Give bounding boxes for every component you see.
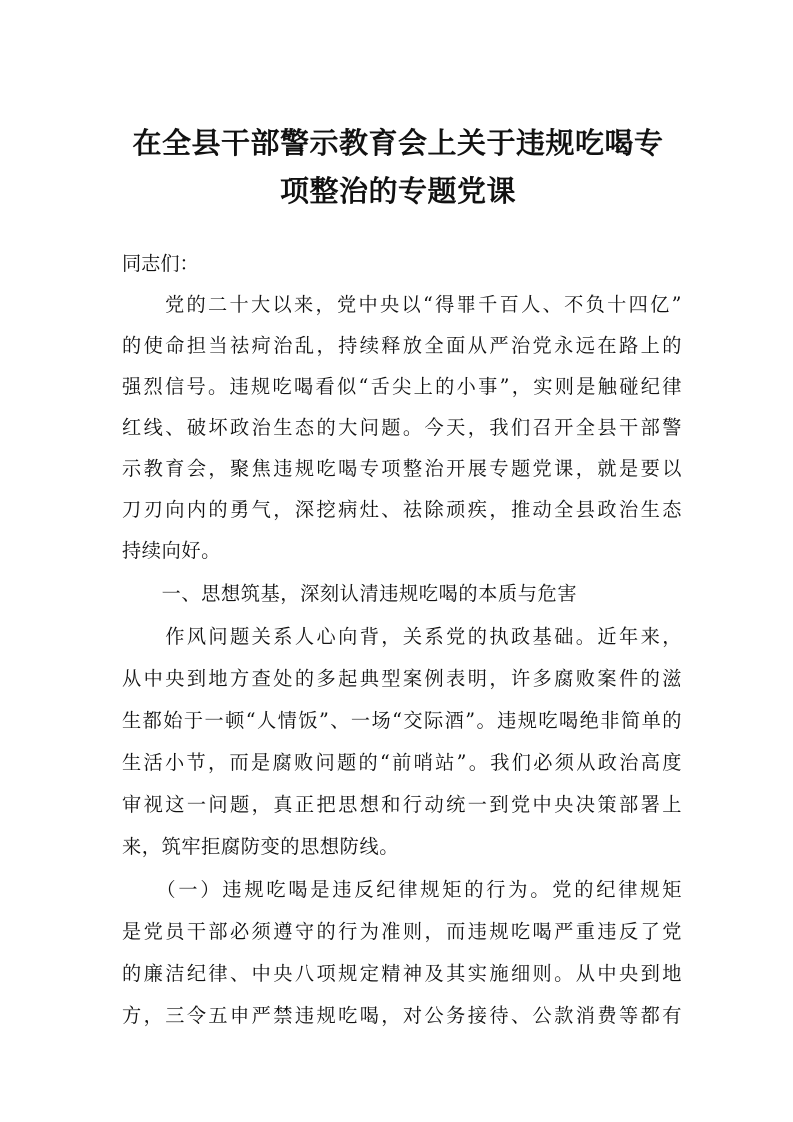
salutation: 同志们： xyxy=(122,252,199,275)
body-line: 来，筑牢拒腐防变的思想防线。 xyxy=(122,835,400,858)
body-line: 是党员干部必须遵守的行为准则，而违规吃喝严重违反了党 xyxy=(122,920,682,943)
body-line: 强烈信号。违规吃喝看似“舌尖上的小事”，实则是触碰纪律 xyxy=(122,375,682,398)
body-line: 从中央到地方查处的多起典型案例表明，许多腐败案件的滋 xyxy=(122,667,682,690)
body-line: 的廉洁纪律、中央八项规定精神及其实施细则。从中央到地 xyxy=(122,962,682,985)
body-line: 持续向好。 xyxy=(122,539,221,562)
body-line: 刀刃向内的勇气，深挖病灶、祛除顽疾，推动全县政治生态 xyxy=(122,498,682,521)
body-line: 作风问题关系人心向背，关系党的执政基础。近年来， xyxy=(122,625,682,648)
body-line: 的使命担当祛疴治乱，持续释放全面从严治党永远在路上的 xyxy=(122,334,682,357)
body-line: 党的二十大以来，党中央以“得罪千百人、不负十四亿” xyxy=(122,293,682,316)
body-line: 生活小节，而是腐败问题的“前哨站”。我们必须从政治高度 xyxy=(122,751,682,774)
document-title-line-2: 项整治的专题党课 xyxy=(279,174,516,208)
body-line: 审视这一问题，真正把思想和行动统一到党中央决策部署上 xyxy=(122,793,682,816)
body-line: 生都始于一顿“人情饭”、一场“交际酒”。违规吃喝绝非简单的 xyxy=(122,709,682,732)
body-line: 示教育会，聚焦违规吃喝专项整治开展专题党课，就是要以 xyxy=(122,457,682,480)
subsection-line: （一）违规吃喝是违反纪律规矩的行为。党的纪律规矩 xyxy=(122,878,682,901)
body-line: 方，三令五申严禁违规吃喝，对公务接待、公款消费等都有 xyxy=(122,1004,682,1027)
body-line: 红线、破坏政治生态的大问题。今天，我们召开全县干部警 xyxy=(122,416,682,439)
section-heading: 一、思想筑基，深刻认清违规吃喝的本质与危害 xyxy=(122,582,578,605)
document-title-line-1: 在全县干部警示教育会上关于违规吃喝专 xyxy=(132,126,664,160)
